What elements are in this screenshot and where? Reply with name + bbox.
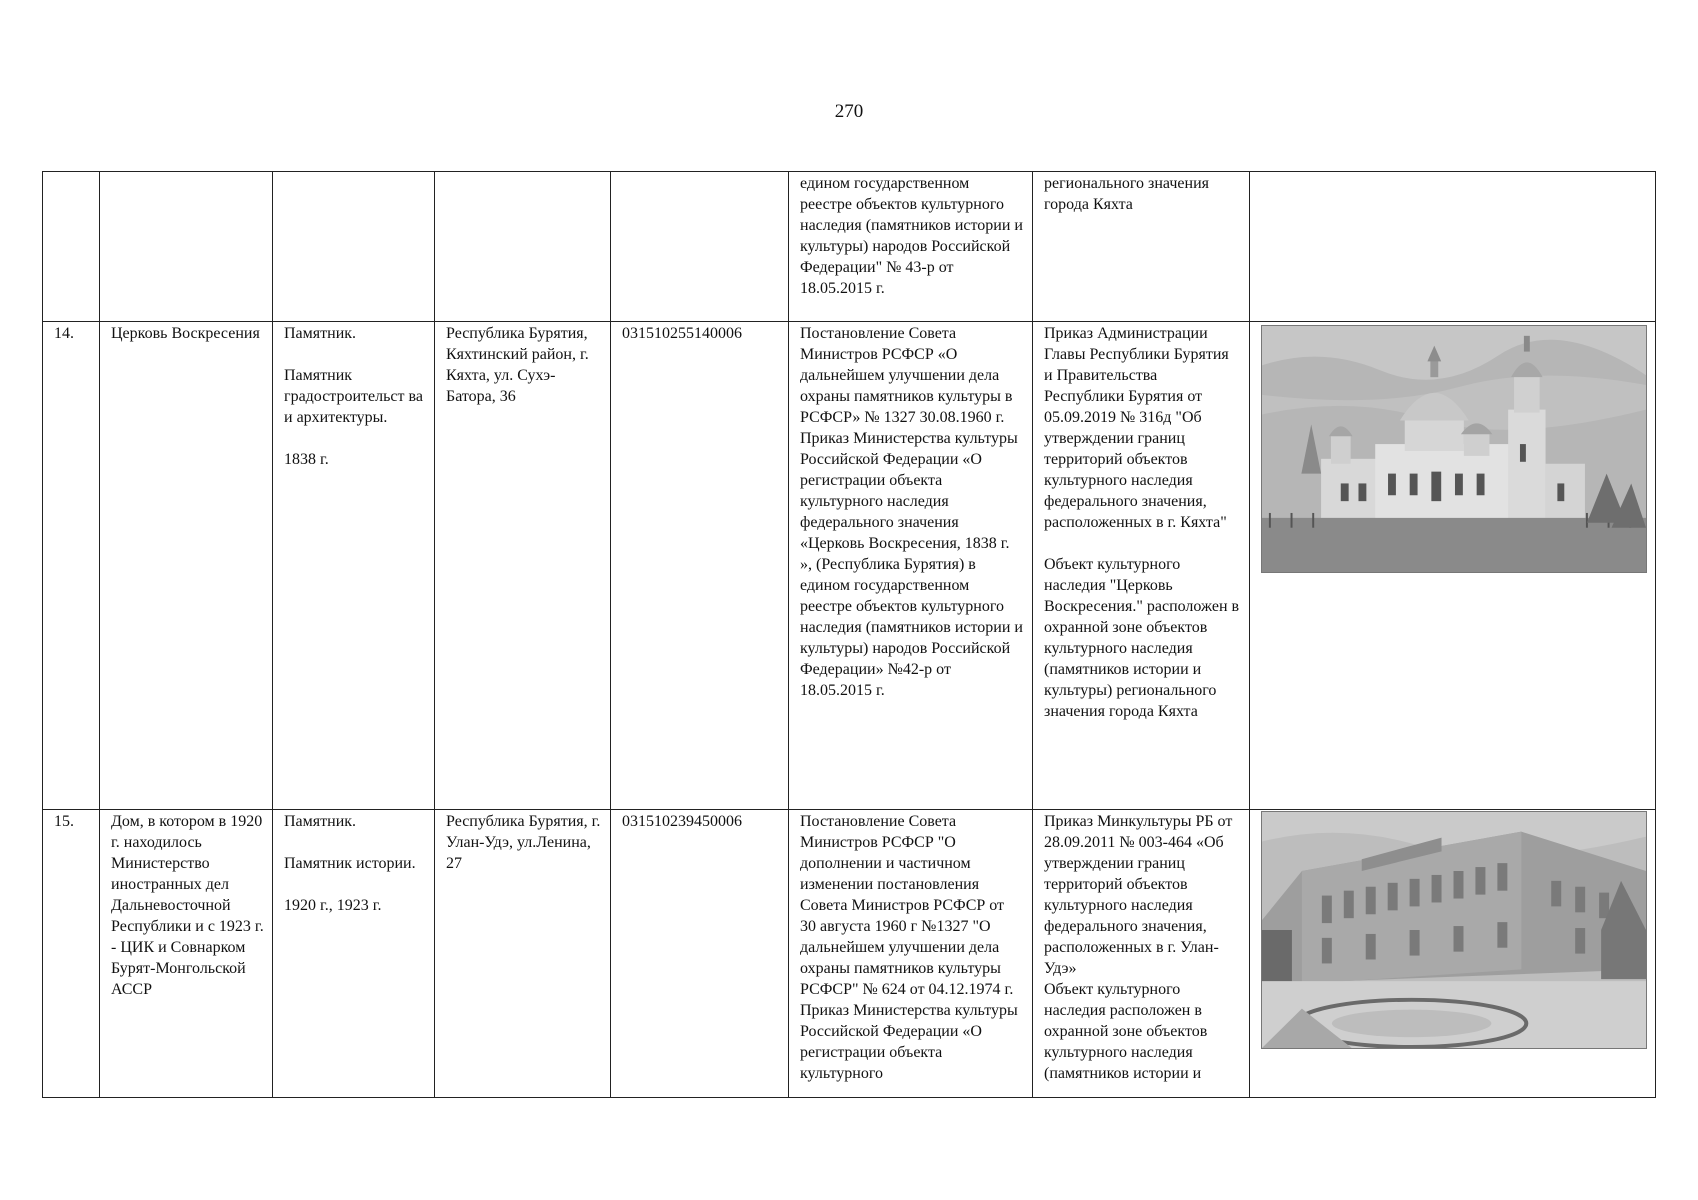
cell-registry-number — [611, 172, 789, 322]
church-photo — [1261, 325, 1647, 573]
cell-object-name: Церковь Воскресения — [100, 322, 273, 810]
cell-legal-documents: едином государственном реестре объектов культурного наследия (памятников истории и культуры) народов Российской Федерации" № 43-р от 18.05.2015 г. — [789, 172, 1033, 322]
cell-photo — [1250, 322, 1656, 810]
cell-registry-number: 031510239450006 — [611, 810, 789, 1098]
heritage-registry-table — [42, 171, 1656, 1098]
cell-photo — [1250, 172, 1656, 322]
cell-territory-documents: Приказ Минкультуры РБ от 28.09.2011 № 003-464 «Об утверждении границ территорий объектов культурного наследия федерального значения, расположенных в г. Улан-Удэ» Объект культурного наследия расположен в охранной зоне объектов культурного наследия (памятников истории и — [1033, 810, 1250, 1098]
cell-registry-number: 031510255140006 — [611, 322, 789, 810]
cell-legal-documents: Постановление Совета Министров РСФСР «О дальнейшем улучшении дела охраны памятников культуры в РСФСР» № 1327 30.08.1960 г. Приказ Министерства культуры Российской Федерации «О регистрации объекта культурного наследия федерального значения «Церковь Воскресения, 1838 г. », (Республика Бурятия) в едином государственном реестре объектов культурного наследия (памятников истории и культуры) народов Российской Федерации» №42-р от 18.05.2015 г. — [789, 322, 1033, 810]
cell-category — [273, 172, 435, 322]
cell-category: Памятник. Памятник истории. 1920 г., 1923 г. — [273, 810, 435, 1098]
cell-object-name: Дом, в котором в 1920 г. находилось Министерство иностранных дел Дальневосточной Республики и с 1923 г. - ЦИК и Совнарком Бурят-Монгольской АССР — [100, 810, 273, 1098]
cell-number: 15. — [43, 810, 100, 1098]
cell-territory-documents: регионального значения города Кяхта — [1033, 172, 1250, 322]
cell-category: Памятник. Памятник градостроительст ва и архитектуры. 1838 г. — [273, 322, 435, 810]
cell-object-name — [100, 172, 273, 322]
cell-number — [43, 172, 100, 322]
cell-address: Республика Бурятия, г. Улан-Удэ, ул.Ленина, 27 — [435, 810, 611, 1098]
cell-legal-documents: Постановление Совета Министров РСФСР "О дополнении и частичном изменении постановления Совета Министров РСФСР от 30 августа 1960 г №1327 "О дальнейшем улучшении дела охраны памятников культуры РСФСР" № 624 от 04.12.1974 г. Приказ Министерства культуры Российской Федерации «О регистрации объекта культурного — [789, 810, 1033, 1098]
cell-address — [435, 172, 611, 322]
cell-photo — [1250, 810, 1656, 1098]
building-photo — [1261, 811, 1647, 1049]
cell-number: 14. — [43, 322, 100, 810]
cell-address: Республика Бурятия, Кяхтинский район, г. Кяхта, ул. Сухэ-Батора, 36 — [435, 322, 611, 810]
table-row — [43, 810, 1656, 1098]
table-row — [43, 172, 1656, 322]
cell-territory-documents: Приказ Администрации Главы Республики Бурятия и Правительства Республики Бурятия от 05.09.2019 № 316д "Об утверждении границ территорий объектов культурного наследия федерального значения, расположенных в г. Кяхта" Объект культурного наследия "Церковь Воскресения." расположен в охранной зоне объектов культурного наследия (памятников истории и культуры) регионального значения города Кяхта — [1033, 322, 1250, 810]
page-number: 270 — [834, 101, 864, 122]
table-row — [43, 322, 1656, 810]
